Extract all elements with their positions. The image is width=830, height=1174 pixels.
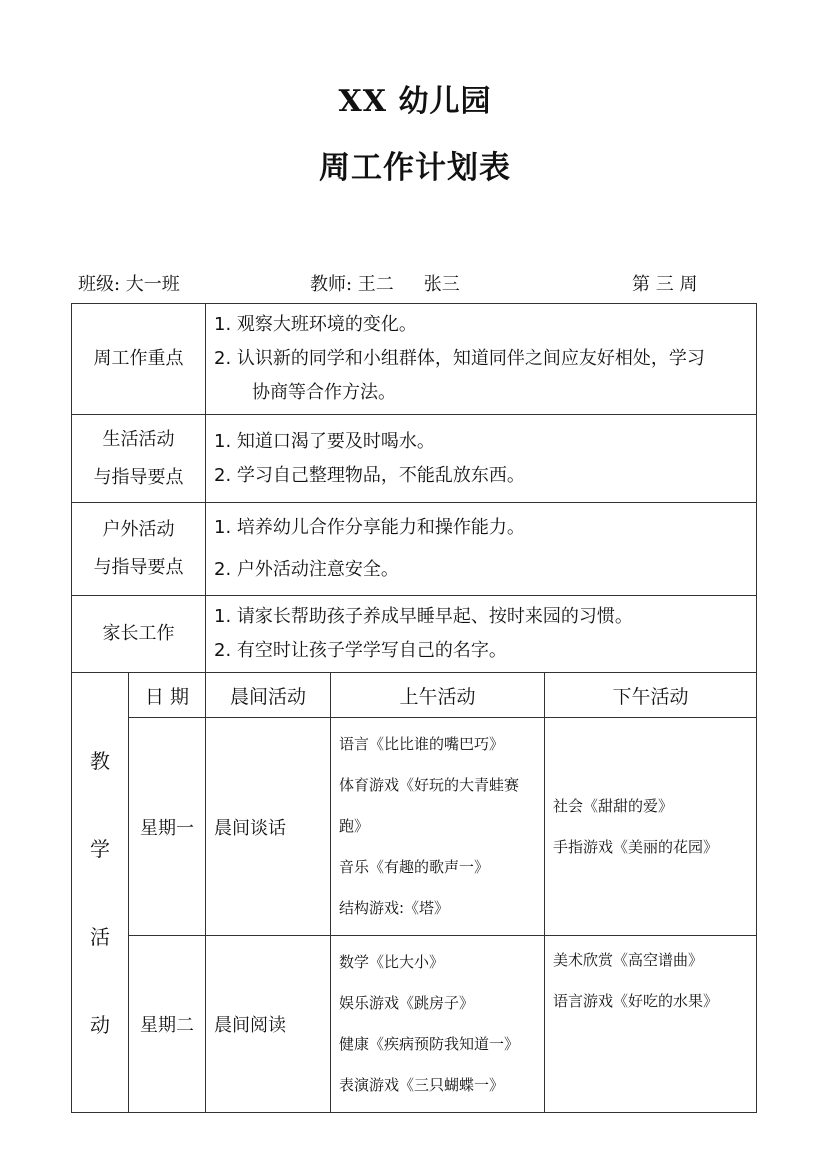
- outdoor-label-line: 与指导要点: [93, 557, 184, 578]
- life-label-line: 生活活动: [102, 428, 175, 450]
- focus-label: 周工作重点: [72, 304, 206, 415]
- activity-item: 结构游戏:《塔》: [339, 899, 450, 917]
- day-cell: 星期一: [129, 718, 206, 936]
- activity-item: 体育游戏《好玩的大青蛙赛: [339, 776, 520, 794]
- week-info: 第 三 周: [632, 274, 698, 295]
- page-subtitle: 周工作计划表: [319, 150, 511, 186]
- pm-cell: [545, 718, 757, 936]
- activity-item: 语言《比比谁的嘴巴巧》: [339, 735, 505, 753]
- outdoor-content: [206, 503, 757, 596]
- life-item: 1. 知道口渴了要及时喝水。: [214, 430, 435, 452]
- activity-item: 娱乐游戏《跳房子》: [339, 994, 475, 1012]
- header-date: 日 期: [129, 673, 206, 718]
- outdoor-label-line: 户外活动: [102, 519, 175, 540]
- header-morning: 晨间活动: [206, 673, 331, 718]
- outdoor-label: [72, 503, 206, 596]
- teacher-secondary: 张三: [423, 274, 460, 295]
- header-pm: 下午活动: [545, 673, 757, 718]
- focus-row: [72, 304, 757, 415]
- focus-content: [206, 304, 757, 415]
- page-title: XX 幼儿园: [338, 84, 492, 119]
- parents-item: 1. 请家长帮助孩子养成早睡早起、按时来园的习惯。: [214, 606, 633, 627]
- morning-cell: 晨间阅读: [206, 936, 331, 1113]
- teaching-label: [72, 673, 129, 1113]
- parents-item: 2. 有空时让孩子学学写自己的名字。: [214, 640, 507, 661]
- outdoor-item: 2. 户外活动注意安全。: [214, 559, 399, 580]
- parents-content: [206, 596, 757, 673]
- teaching-label-char: 活: [90, 924, 110, 949]
- activity-item: 数学《比大小》: [339, 953, 445, 971]
- life-label-line: 与指导要点: [93, 466, 184, 488]
- day-cell: 星期二: [129, 936, 206, 1113]
- teacher-primary: 教师: 王二: [310, 274, 394, 295]
- outdoor-row: [72, 503, 757, 596]
- header-am: 上午活动: [331, 673, 545, 718]
- life-row: [72, 415, 757, 503]
- teaching-row-tuesday: [72, 936, 757, 1113]
- teaching-label-char: 动: [90, 1012, 110, 1037]
- activity-item: 语言游戏《好吃的水果》: [553, 992, 719, 1010]
- morning-cell: 晨间谈话: [206, 718, 331, 936]
- activity-item: 社会《甜甜的爱》: [553, 796, 674, 815]
- activity-item: 音乐《有趣的歌声一》: [339, 858, 490, 876]
- focus-item: 1. 观察大班环境的变化。: [214, 314, 417, 335]
- parents-row: [72, 596, 757, 673]
- focus-item: 2. 认识新的同学和小组群体，知道同伴之间应友好相处，学习: [214, 348, 705, 369]
- outdoor-item: 1. 培养幼儿合作分享能力和操作能力。: [214, 517, 525, 538]
- activity-item: 手指游戏《美丽的花园》: [553, 837, 719, 856]
- focus-item: 协商等合作方法。: [252, 382, 396, 403]
- activity-item: 表演游戏《三只蝴蝶一》: [339, 1076, 505, 1094]
- activity-item: 健康《疾病预防我知道一》: [339, 1035, 520, 1053]
- pm-cell: [545, 936, 757, 1113]
- teaching-header-row: [72, 673, 757, 718]
- am-cell: [331, 936, 545, 1113]
- life-item: 2. 学习自己整理物品，不能乱放东西。: [214, 464, 525, 486]
- activity-item: 跑》: [339, 817, 370, 835]
- class-info: 班级: 大一班: [78, 274, 180, 295]
- teacher-info: [310, 270, 460, 296]
- activity-item: 美术欣赏《高空谱曲》: [553, 951, 704, 969]
- weekly-plan-table: [71, 303, 757, 1113]
- parents-label: 家长工作: [72, 596, 206, 673]
- am-cell: [331, 718, 545, 936]
- life-label: [72, 415, 206, 503]
- teaching-row-monday: [72, 718, 757, 936]
- life-content: [206, 415, 757, 503]
- teaching-label-char: 教: [90, 748, 110, 773]
- teaching-label-char: 学: [90, 836, 110, 861]
